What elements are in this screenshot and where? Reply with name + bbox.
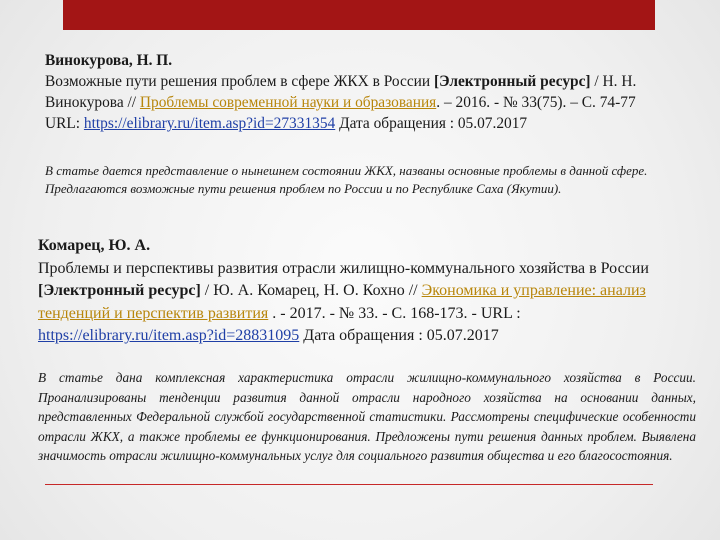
entry-author: Винокурова, Н. П.: [45, 52, 173, 69]
entry-url-link[interactable]: https://elibrary.ru/item.asp?id=27331354: [83, 115, 336, 132]
entry-url-line: [45, 113, 645, 134]
access-date: Дата обращения : 05.07.2017: [299, 327, 499, 344]
journal-link[interactable]: Экономика и управление: анализ тенденций и перспектив развития: [38, 282, 646, 322]
entry-resource-type: [Электронный ресурс]: [433, 73, 591, 90]
entry-responsibility: / Н. Н. Винокурова //: [45, 73, 637, 111]
entry-responsibility: / Ю. А. Комарец, Н. О. Кохно //: [200, 282, 422, 299]
entry-author: Комарец, Ю. А.: [38, 237, 151, 254]
access-date: Дата обращения : 05.07.2017: [335, 115, 528, 132]
entry-publication-details: . - 2017. - № 33. - С. 168-173. -: [268, 304, 481, 322]
entry-publication-details: . – 2016. - № 33(75). – С. 74-77: [436, 94, 636, 111]
url-label: URL:: [45, 115, 84, 132]
entry-citation: [38, 258, 700, 348]
entry-resource-type: [Электронный ресурс]: [38, 282, 201, 299]
header-accent-bar: [63, 0, 655, 30]
entry-2-annotation: В статье дана комплексная характеристика отрасли жилищно-коммунального хозяйства в России. Проанализированы тенденции развития данной отрасли народного хозяйства на основании данных, представленных Федеральной службой государственной статистики. Рассмотрены специфические особенности отрасли ЖКХ, а также проблемы ее функционирования. Предложены пути решения данных проблем. Выявлена значимость отрасли жилищно-коммунальных услуг для социального развития общества и его благосостояния.: [38, 370, 696, 463]
bibliography-entry-1: [45, 50, 645, 134]
entry-title: Проблемы и перспективы развития отрасли жилищно-коммунального хозяйства в России: [38, 259, 649, 277]
url-label: URL :: [480, 304, 521, 322]
entry-url-link[interactable]: https://elibrary.ru/item.asp?id=28831095: [38, 327, 300, 344]
entry-title: Возможные пути решения проблем в сфере ЖКХ в России: [45, 73, 434, 90]
bottom-divider: [45, 484, 653, 485]
journal-link[interactable]: Проблемы современной науки и образования: [139, 94, 437, 111]
entry-1-annotation: В статье дается представление о нынешнем состоянии ЖКХ, названы основные проблемы в данной сфере. Предлагаются возможные пути решения проблем по России и по Республике Саха (Якутии).: [45, 163, 648, 196]
bibliography-entry-2: [38, 235, 700, 348]
entry-citation: [45, 71, 645, 113]
